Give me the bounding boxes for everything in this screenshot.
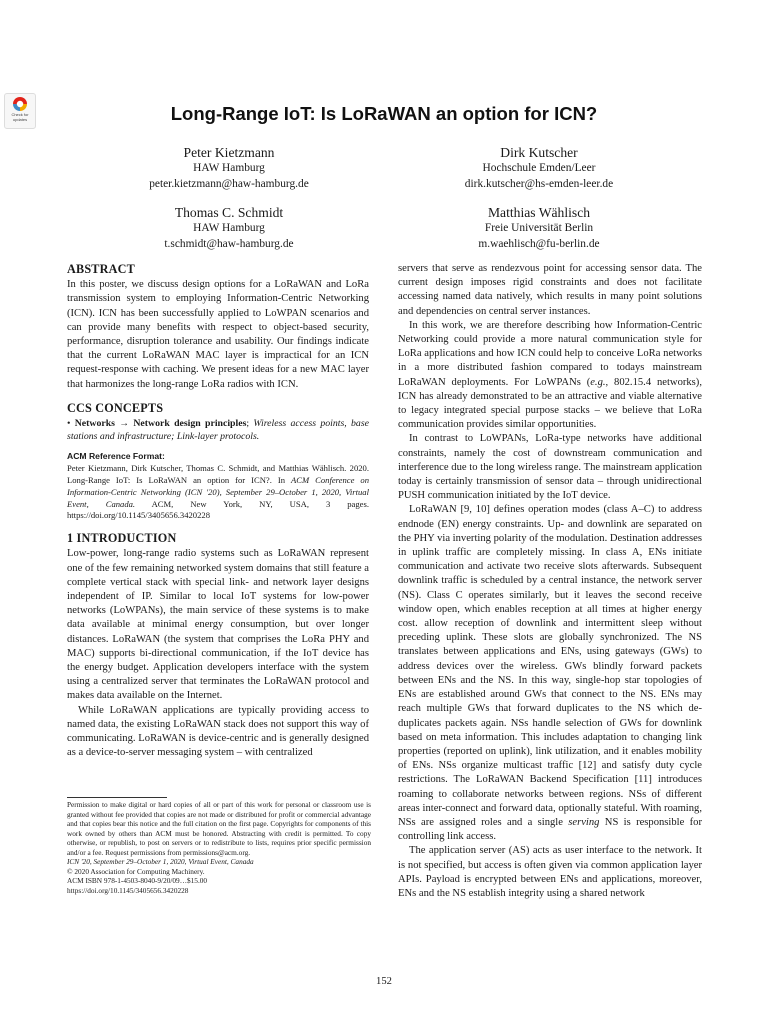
paragraph-text: , 802.15.4 networks), ICN has already demonstrated to be an attractive and viable alternative to legacy integrated special purpose stacks – we believe that LoRa communication provides similar opportunities. [398,376,702,431]
footnote-rule [67,797,167,798]
page-number: 152 [376,976,392,987]
isbn-line: ACM ISBN 978-1-4503-8040-9/20/09…$15.00 [67,876,208,885]
paragraph-italic: e.g. [590,376,606,388]
author-name: Matthias Wählisch [487,205,591,220]
reference-authors: Peter Kietzmann, Dirk Kutscher, Thomas C. Schmidt, and Matthias Wählisch. 2020. Long-Range IoT: Is LoRaWAN an option for ICN?. In [67,463,369,486]
right-paragraph-3: In contrast to LoWPANs, LoRa-type networks have additional constraints, namely the cost of downstream communication and interference due to the long wireless range. The mainstream application today is certainly transmission of sensor data – through unidirectional PUSH communication initiated by the IoT device. [398,433,702,502]
author-block [409,144,669,192]
author-affiliation: HAW Hamburg [193,162,265,174]
intro-paragraph-2: While LoRaWAN applications are typically providing access to named data, the existing LoRaWAN stack does not support this way of communicating. LoRaWAN is device-centric and is generally designed as a device-to-server messaging system – with centralized [67,704,369,759]
author-email[interactable]: dirk.kutscher@hs-emden-leer.de [464,177,614,190]
permission-notice: Permission to make digital or hard copies of all or part of this work for personal or classroom use is granted without fee provided that copies are not made or distributed for profit or commercial advantage and that copies bear this notice and the full citation on the first page. Copyrights for components of this work owned by others than ACM must be honored. Abstracting with credit is permitted. To copy otherwise, or republish, to post on servers or to redistribute to lists, requires prior specific permission and/or a fee. Request permissions from permissions@acm.org. [67,800,371,857]
ccs-heading: CCS CONCEPTS [67,400,164,415]
ccs-bullet: • [67,418,71,430]
paragraph-text: NS is responsible for controlling link access. [398,816,702,843]
paragraph-text: In this work, we are therefore describing how Information-Centric Networking could provide a more natural communication style for LoRa applications and how ICN could help to conceive LoRa networks in a more distributed fashion compared to todays mainstream LoRaWAN deployments. For LoWPANs ( [398,319,702,388]
author-email[interactable]: m.waehlisch@fu-berlin.de [478,237,600,250]
ccs-concept-secondary: Wireless access points, base stations and infrastructure; Link-layer protocols. [67,418,369,443]
conference-line: ICN '20, September 29–October 1, 2020, Virtual Event, Canada [67,857,254,866]
author-name: Dirk Kutscher [500,145,578,160]
right-paragraph-1: servers that serve as rendezvous point for accessing sensor data. The current design imposes rigid constraints and does not facilitate accessing named data natively, which results in many point solutions and dependencies on central server instances. [398,263,702,317]
ccs-concept-primary: Networks → Network design principles [74,418,247,430]
right-paragraph-5: The application server (AS) acts as user interface to the network. It is not specified, but access is often given via common application layer APIs. Payload is encrypted between ENs and applications, moreover, ENs and the NS establish integrity using a shared network [398,845,702,899]
copyright-line: © 2020 Association for Computing Machinery. [67,866,205,876]
reference-venue: ACM Conference on Information-Centric Networking (ICN '20), September 29–October 1, 2020, Virtual Event, Canada. [67,475,369,509]
author-affiliation: Freie Universität Berlin [484,222,594,234]
acm-reference-heading: ACM Reference Format: [67,451,165,462]
right-paragraph-2 [398,319,702,433]
introduction-heading: 1 INTRODUCTION [67,531,177,546]
author-affiliation: HAW Hamburg [193,222,265,234]
copyright-footnote [67,800,371,895]
ccs-concepts [67,417,369,443]
author-name: Peter Kietzmann [183,145,275,160]
paragraph-italic: serving [568,816,600,828]
paragraph-text: LoRaWAN [9, 10] defines operation modes (class A–C) to address endnode (EN) energy constraints. Up- and downlink are separated on the PHY via inverting polarity of the modulation. Destination addresses in uplink traffic are completely missing. In class A, ENs initiate communication and activate two receive slots afterwards. Subsequent downlink traffic is scheduled by a central instance, the network server (NS). Class C operates similarly, but it leaves the second receive window open, which enables reception at all times at higher energy cost. allow reception of downlink and intermittent sleep without preceding uplink. These slots are globally synchronized. The NS translates between applications and ENs, using gateways (GWs) to address devices over the wireless. GWs blindly forward packets between ENs and the NS. In this way, single-hop star topologies of ENs are established around GWs that connect to the NS. ENs may reach multiple GWs that forward duplicates to the NS which de-duplicates packets again. NSs handle selection of GWs for downlink based on meta information. This includes adaptation to changing link properties (reported on uplink), link utilization, and it enables mobility of ENs. NSs organize multicast traffic [12] and satisfy duty cycle restrictions. The LoRaWAN Backend Specification [11] introduces roaming to collaborate networks between regions. NSs of different areas inter-connect and forward data, optionally stateful. With roaming, NSs are assigned roles and a single [398,504,702,828]
left-column [67,262,369,760]
reference-publisher[interactable]: ACM, New York, NY, USA, 3 pages. https://doi.org/10.1145/3405656.3420228 [67,498,369,521]
check-for-updates-label: Check for updates [11,112,29,122]
doi-link[interactable]: https://doi.org/10.1145/3405656.3420228 [67,885,189,895]
abstract-heading: ABSTRACT [67,262,135,276]
author-affiliation: Hochschule Emden/Leer [482,162,596,174]
abstract-text: In this poster, we discuss design options for a LoRaWAN and LoRa transmission system to employing Information-Centric Networking (ICN). ICN has been successfully applied to LoWPAN scenarios and can provide many benefits with respect to object-based security, performance, disruption tolerance and usability. Our findings indicate that the current LoRaWAN MAC layer is impractical for an ICN request-response with caching. We present ideas for a new MAC layer that harmonizes the long-range LoRa radios with ICN. [67,279,369,390]
author-name: Thomas C. Schmidt [174,205,284,220]
intro-paragraph-1: Low-power, long-range radio systems such as LoRaWAN represent one of the few remaining networked system domains that still feature a complete vertical stack with special link- and network layer designs independent of IP. Similar to local IoT systems for low-power networks (LoWPANs), the main service of these systems is to make data available at minimal energy consumption, but over longer distances. LoRaWAN (the system that comprises the LoRa PHY and MAC) supports bi-directional communication, if the IoT device has the energy budget. Application developers interface with the system using a centralized server that terminates the LoRaWAN protocol and makes data available on the Internet. [67,548,369,702]
paper-title: Long-Range IoT: Is LoRaWAN an option for ICN? [170,103,598,124]
author-block [409,204,669,252]
author-email[interactable]: t.schmidt@haw-hamburg.de [164,237,294,250]
right-paragraph-4 [398,503,702,844]
author-email[interactable]: peter.kietzmann@haw-hamburg.de [149,177,309,190]
right-column [398,262,702,901]
author-block [99,144,359,192]
author-block [99,204,359,252]
ccs-separator: ; [246,418,254,430]
acm-reference-text [67,463,369,522]
